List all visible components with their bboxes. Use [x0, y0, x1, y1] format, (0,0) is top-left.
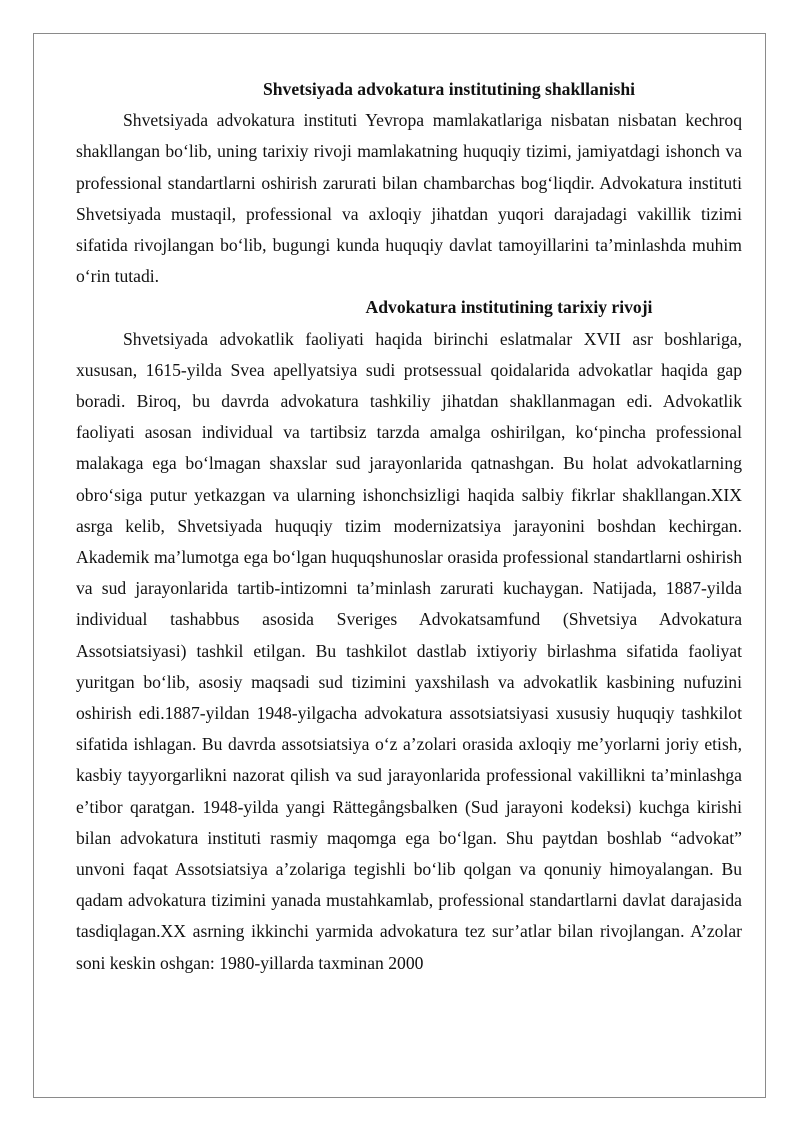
document-body [76, 74, 742, 979]
document-title: Shvetsiyada advokatura institutining shakllanishi [262, 79, 636, 99]
section-heading: Advokatura institutining tarixiy rivoji [365, 297, 653, 318]
section-paragraph: Shvetsiyada advokatlik faoliyati haqida birinchi eslatmalar XVII asr boshlariga, xususan, 1615-yilda Svea apellyatsiya sudi protsessual qoidalarida advokatlar haqida gap boradi. Biroq, bu davrda advokatura tashkiliy jihatdan shakllanmagan edi. Advokatlik faoliyati asosan individual va tartibsiz tarzda amalga oshirilgan, ko‘pincha professional malakaga ega bo‘lmagan shaxslar sud jarayonlarida qatnashgan. Bu holat advokatlarning obro‘siga putur yetkazgan va ularning ishonchsizligi haqida salbiy fikrlar shakllangan.XIX asrga kelib, Shvetsiyada huquqiy tizim modernizatsiya jarayonini boshdan kechirgan. Akademik ma’lumotga ega bo‘lgan huquqshunoslar orasida professional standartlarni oshirish va sud jarayonlarida tartib-intizomni ta’minlash zarurati kuchaygan. Natijada, 1887-yilda individual tashabbus asosida Sveriges Advokatsamfund (Shvetsiya Advokatura Assotsiatsiyasi) tashkil etilgan. Bu tashkilot dastlab ixtiyoriy birlashma sifatida faoliyat yuritgan bo‘lib, asosiy maqsadi sud tizimini yaxshilash va advokatlik kasbining nufuzini oshirish edi.1887-yildan 1948-yilgacha advokatura assotsiatsiyasi xususiy huquqiy tashkilot sifatida ishlagan. Bu davrda assotsiatsiya o‘z a’zolari orasida axloqiy me’yorlarni joriy etish, kasbiy tayyorgarlikni nazorat qilish va sud jarayonlarida professional vakillikni ta’minlashga e’tibor qaratgan. 1948-yilda yangi Rättegångsbalken (Sud jarayoni kodeksi) kuchga kirishi bilan advokatura instituti rasmiy maqomga ega bo‘lgan. Shu paytdan boshlab “advokat” unvoni faqat Assotsiatsiya a’zolariga tegishli bo‘lib qolgan va qonuniy himoyalangan. Bu qadam advokatura tizimini yanada mustahkamlab, professional standartlarni davlat darajasida tasdiqlagan.XX asrning ikkinchi yarmida advokatura tez sur’atlar bilan rivojlangan. A’zolar soni keskin oshgan: 1980-yillarda taxminan 2000 [76, 328, 742, 973]
intro-paragraph: Shvetsiyada advokatura instituti Yevropa mamlakatlariga nisbatan nisbatan kechroq shakllangan bo‘lib, uning tarixiy rivoji mamlakatning huquqiy tizimi, jamiyatdagi ishonch va professional standartlarni oshirish zarurati bilan chambarchas bog‘liqdir. Advokatura instituti Shvetsiyada mustaqil, professional va axloqiy jihatdan yuqori darajadagi vakillik tizimi sifatida rivojlangan bo‘lib, bugungi kunda huquqiy davlat tamoyillarini ta’minlashda muhim o‘rin tutadi. [76, 110, 742, 287]
